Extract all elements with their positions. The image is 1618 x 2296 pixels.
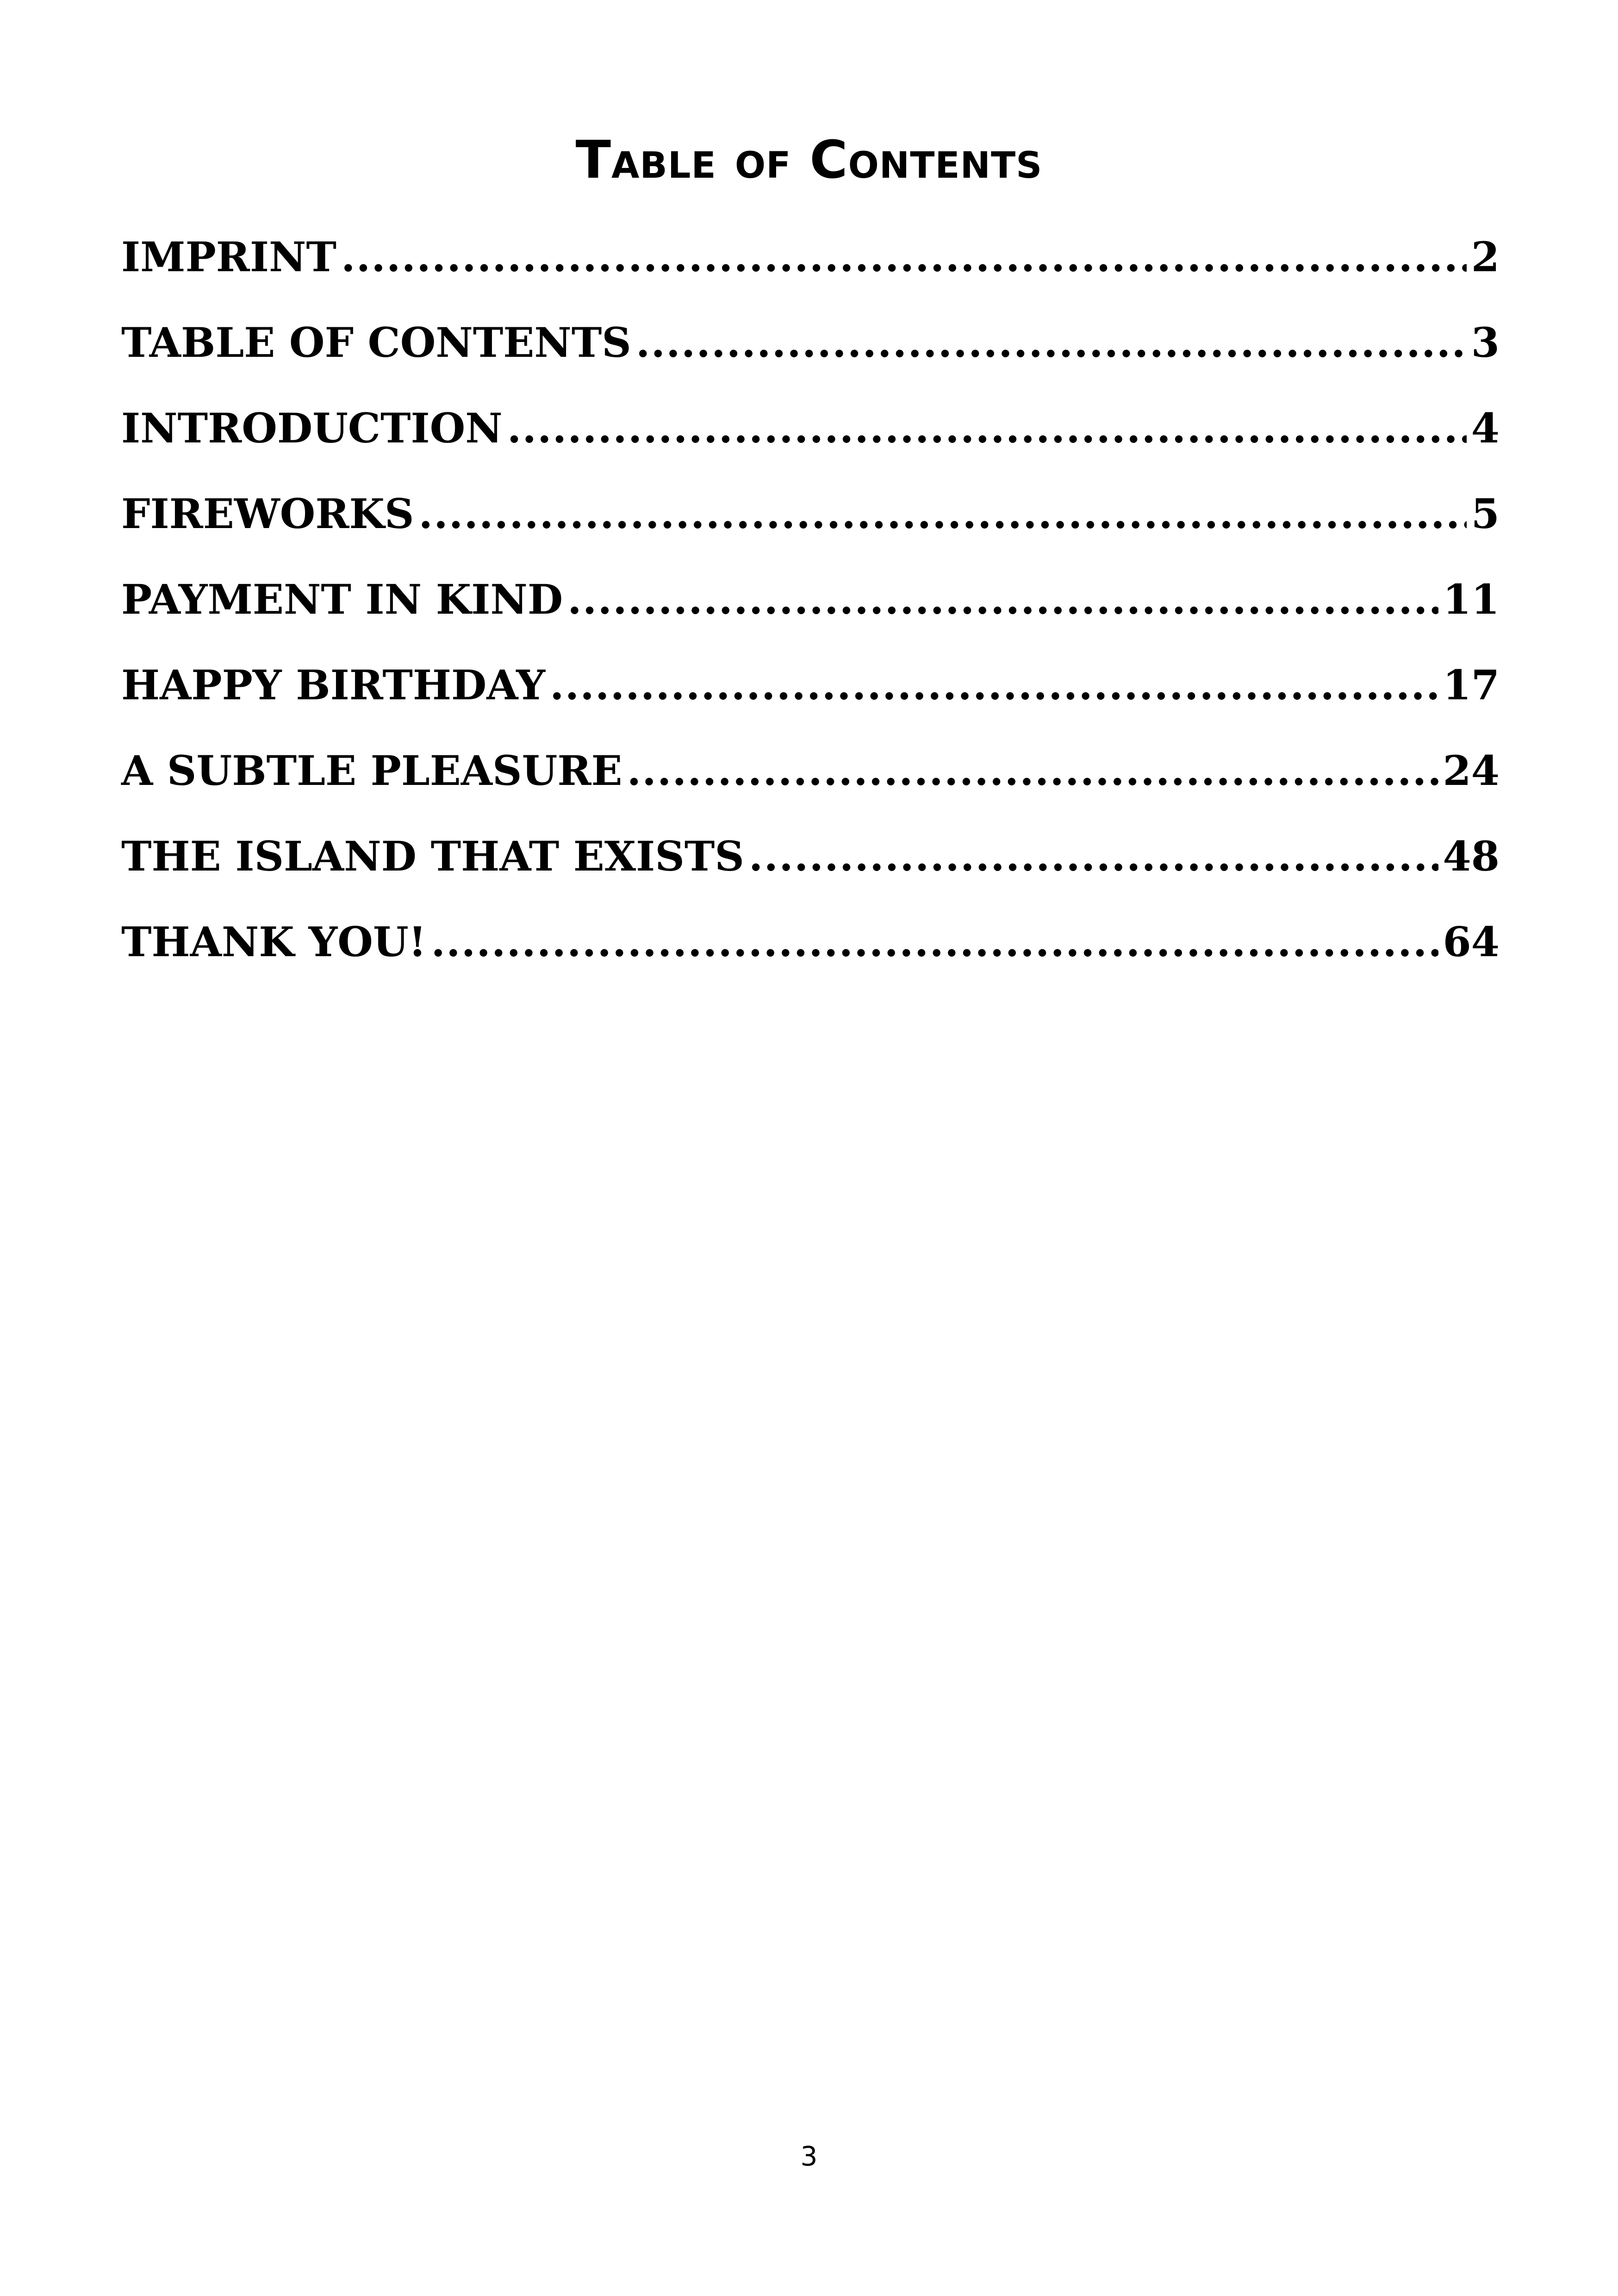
toc-entry-page: 2	[1471, 233, 1500, 281]
toc-entry-table-of-contents[interactable]	[121, 312, 1500, 398]
toc-dot-leader	[627, 740, 1438, 801]
toc-entry-page: 4	[1471, 404, 1500, 452]
toc-entry-page: 11	[1443, 575, 1500, 623]
toc-entry-thank-you[interactable]	[121, 912, 1500, 997]
toc-entry-payment-in-kind[interactable]	[121, 569, 1500, 655]
toc-dot-leader	[507, 398, 1467, 458]
toc-entry-page: 5	[1471, 490, 1500, 538]
toc-entry-fireworks[interactable]	[121, 484, 1500, 569]
toc-dot-leader	[341, 227, 1467, 287]
page-number: 3	[800, 2140, 818, 2172]
toc-entry-label: HAPPY BIRTHDAY	[121, 661, 546, 709]
toc-entry-page: 17	[1443, 661, 1500, 709]
table-of-contents	[121, 227, 1500, 997]
toc-dot-leader	[419, 484, 1467, 544]
toc-entry-label: PAYMENT IN KIND	[121, 575, 563, 623]
toc-entry-the-island-that-exists[interactable]	[121, 826, 1500, 912]
toc-dot-leader	[550, 655, 1438, 715]
toc-entry-page: 64	[1443, 918, 1500, 966]
toc-entry-label: TABLE OF CONTENTS	[121, 318, 631, 367]
toc-entry-label: IMPRINT	[121, 233, 336, 281]
toc-dot-leader	[431, 912, 1438, 972]
toc-entry-page: 24	[1443, 747, 1500, 795]
toc-entry-label: FIREWORKS	[121, 490, 414, 538]
toc-entry-a-subtle-pleasure[interactable]	[121, 740, 1500, 826]
toc-entry-introduction[interactable]	[121, 398, 1500, 484]
toc-entry-imprint[interactable]	[121, 227, 1500, 312]
page-title: Table of Contents	[575, 130, 1043, 191]
toc-dot-leader	[636, 312, 1467, 373]
toc-entry-label: THE ISLAND THAT EXISTS	[121, 832, 744, 880]
toc-entry-page: 48	[1443, 832, 1500, 880]
toc-entry-page: 3	[1471, 318, 1500, 367]
toc-dot-leader	[749, 826, 1438, 886]
toc-entry-label: INTRODUCTION	[121, 404, 503, 452]
toc-entry-label: A SUBTLE PLEASURE	[121, 747, 622, 795]
toc-entry-happy-birthday[interactable]	[121, 655, 1500, 740]
toc-dot-leader	[567, 569, 1438, 629]
toc-entry-label: THANK YOU!	[121, 918, 427, 966]
